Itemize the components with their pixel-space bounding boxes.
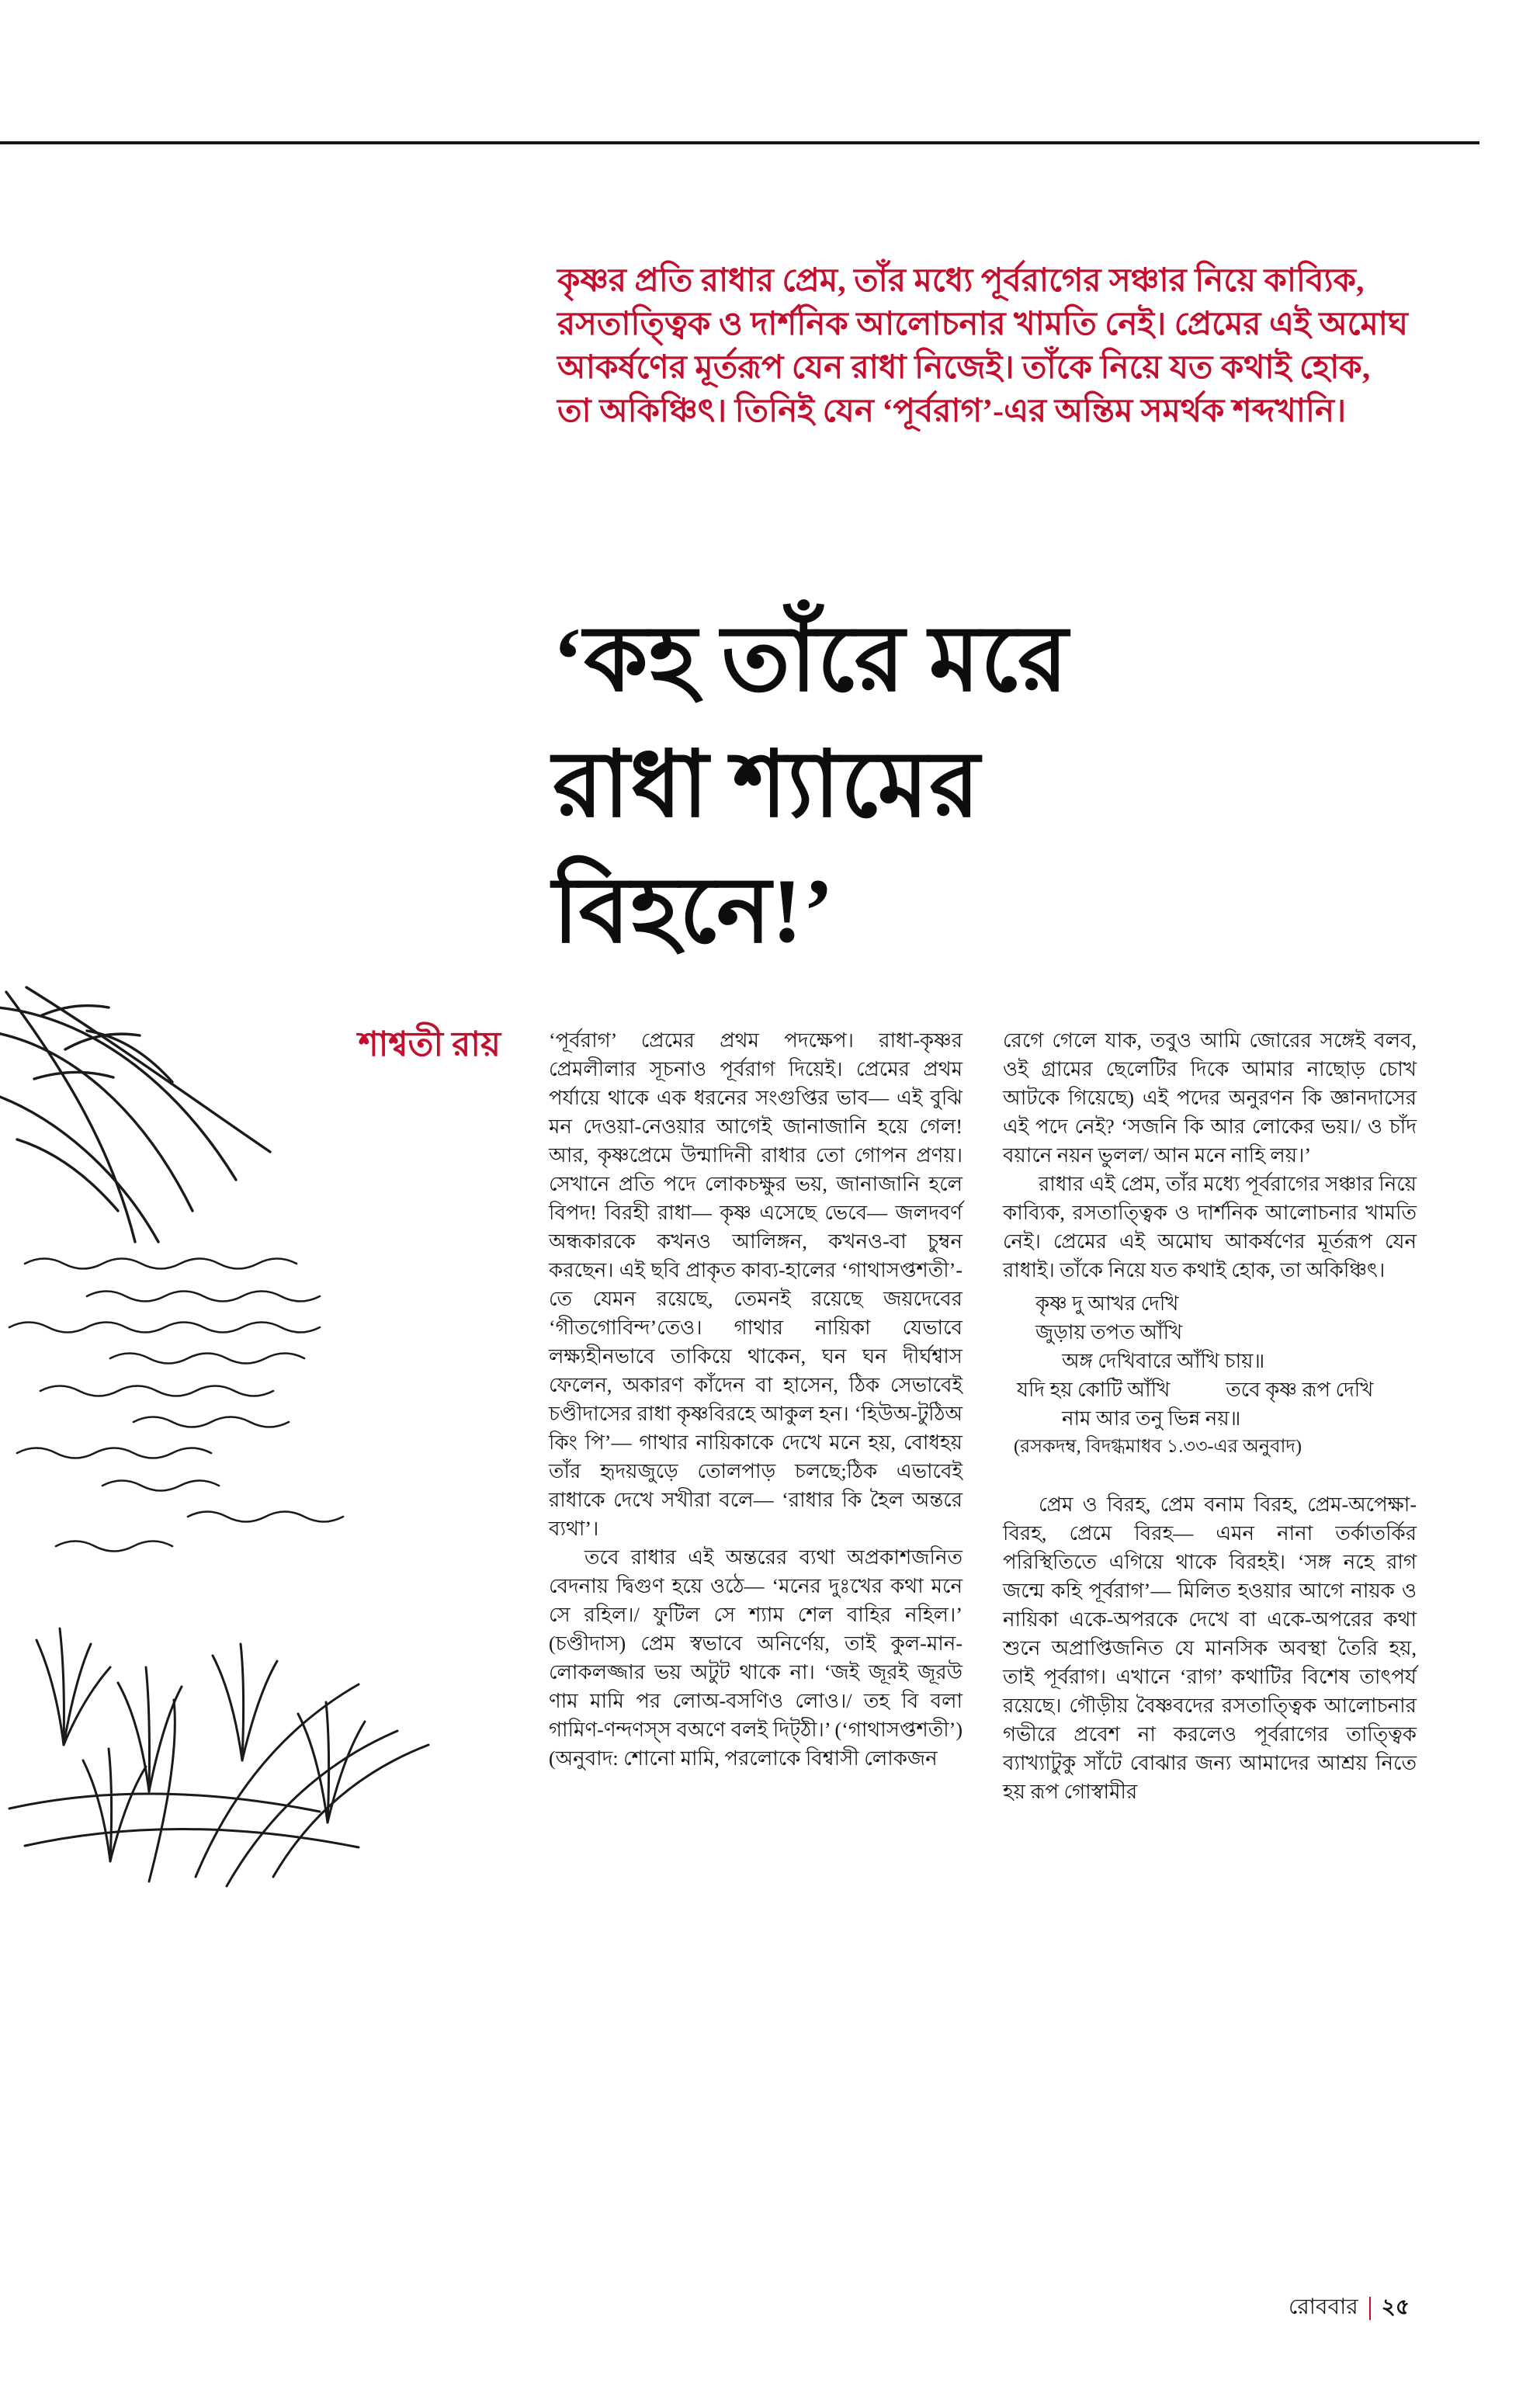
verse-line-4a: যদি হয় কোটি আঁখি bbox=[1017, 1379, 1171, 1401]
verse-line-5: নাম আর তনু ভিন্ন নয়॥ bbox=[1062, 1407, 1241, 1430]
top-rule-divider bbox=[0, 141, 1479, 144]
magazine-name: রোববার bbox=[1289, 2295, 1358, 2319]
marsh-reeds-illustration bbox=[0, 984, 506, 1908]
verse-line-1: কৃষ্ণ দু আখর দেখি bbox=[1035, 1292, 1179, 1315]
verse-line-3: অঙ্গ দেখিবারে আঁখি চায়॥ bbox=[1062, 1350, 1265, 1372]
col2-paragraph-3: প্রেম ও বিরহ, প্রেম বনাম বিরহ, প্রেম-অপেক্ষা-বিরহ, প্রেমে বিরহ— এমন নানা তর্কাতর্কির পরিস্থিতিতে এগিয়ে থাকে বিরহই। ‘সঙ্গ নহে রাগ জন্মে কহি পূর্বরাগ’— মিলিত হওয়ার আগে নায়ক ও নায়িকা একে-অপরকে দেখে বা একে-অপরের কথা শুনে অপ্রাপ্তিজনিত যে মানসিক অবস্থা তৈরি হয়, তাই পূর্বরাগ। এখানে ‘রাগ’ কথাটির বিশেষ তাৎপর্য রয়েছে। গৌড়ীয় বৈষ্ণবদের রসতাত্ত্বিক আলোচনার গভীরে প্রবেশ না করলেও পূর্বরাগের তাত্ত্বিক ব্যাখ্যাটুকু সাঁটে বোঝার জন্য আমাদের আশ্রয় নিতে হয় রূপ গোস্বামীর bbox=[1003, 1493, 1417, 1803]
verse-line-2: জুড়ায় তপত আঁখি bbox=[1035, 1321, 1183, 1344]
verse-block bbox=[1003, 1289, 1417, 1462]
verse-attribution: (রসকদম্ব, বিদগ্ধমাধব ১.৩৩-এর অনুবাদ) bbox=[1014, 1437, 1302, 1457]
col2-paragraph-1: রেগে গেলে যাক, তবুও আমি জোরের সঙ্গেই বলব, ওই গ্রামের ছেলেটির দিকে আমার নাছোড় চোখ আটকে গিয়েছে) এই পদের অনুরণন কি জ্ঞানদাসের এই পদে নেই? ‘সজনি কি আর লোকের ভয়।/ ও চাঁদ বয়ানে নয়ন ভুলল/ আন মনে নাহি লয়।’ bbox=[1003, 1029, 1417, 1167]
article-headline bbox=[553, 597, 1445, 974]
author-byline: শাশ্বতী রায় bbox=[358, 1025, 501, 1063]
page-number: ২৫ bbox=[1381, 2295, 1410, 2319]
reed-leaves-group bbox=[0, 987, 270, 1242]
page-footer bbox=[1289, 2290, 1410, 2326]
body-column-1 bbox=[549, 1026, 962, 1806]
footer-separator bbox=[1369, 2297, 1371, 2320]
headline-line-1: ‘কহ তাঁরে মরে bbox=[553, 609, 1069, 711]
headline-line-2: রাধা শ্যামের bbox=[553, 734, 981, 837]
verse-line-4b: তবে কৃষ্ণ রূপ দেখি bbox=[1226, 1379, 1374, 1401]
body-column-2 bbox=[1003, 1026, 1417, 1806]
grass-tufts-group bbox=[9, 1628, 428, 1886]
verse-line-4 bbox=[1017, 1375, 1417, 1404]
water-lines-group bbox=[9, 1259, 343, 1552]
col1-paragraph-1: ‘পূর্বরাগ’ প্রেমের প্রথম পদক্ষেপ। রাধা-কৃষ্ণর প্রেমলীলার সূচনাও পূর্বরাগ দিয়েই। প্রেমের প্রথম পর্যায়ে থাকে এক ধরনের সংগুপ্তির ভাব— এই বুঝি মন দেওয়া-নেওয়ার আগেই জানাজানি হয়ে গেল! আর, কৃষ্ণপ্রেমে উন্মাদিনী রাধার তো গোপন প্রণয়। সেখানে প্রতি পদে লোকচক্ষুর ভয়, জানাজানি হলে বিপদ! বিরহী রাধা— কৃষ্ণ এসেছে ভেবে— জলদবর্ণ অন্ধকারকে কখনও আলিঙ্গন, কখনও-বা চুম্বন করছেন। এই ছবি প্রাকৃত কাব্য-হালের ‘গাথাসপ্তশতী’-তে যেমন রয়েছে, তেমনই রয়েছে জয়দেবের ‘গীতগোবিন্দ’তেও। গাথার নায়িকা যেভাবে লক্ষ্যহীনভাবে তাকিয়ে থাকেন, ঘন ঘন দীর্ঘশ্বাস ফেলেন, অকারণ কাঁদেন বা হাসেন, ঠিক সেভাবেই চণ্ডীদাসের রাধা কৃষ্ণবিরহে আকুল হন। ‘হিউঅ-টুঠিঅ কিং পি’— গাথার নায়িকাকে দেখে মনে হয়, বোধহয় তাঁর হৃদয়জুড়ে তোলপাড় চলছে;ঠিক এভাবেই রাধাকে দেখে সখীরা বলে— ‘রাধার কি হৈল অন্তরে ব্যথা’। bbox=[549, 1029, 962, 1540]
headline-line-3: বিহনে!’ bbox=[553, 860, 834, 962]
col2-paragraph-2: রাধার এই প্রেম, তাঁর মধ্যে পূর্বরাগের সঞ্চার নিয়ে কাব্যিক, রসতাত্ত্বিক ও দার্শনিক আলোচনার খামতি নেই। প্রেমের এই অমোঘ আকর্ষণের মূর্তরূপ যেন রাধাই। তাঁকে নিয়ে যত কথাই হোক, তা অকিঞ্চিৎ। bbox=[1003, 1173, 1417, 1281]
article-body bbox=[549, 1026, 1417, 1806]
col1-paragraph-2: তবে রাধার এই অন্তরের ব্যথা অপ্রকাশজনিত বেদনায় দ্বিগুণ হয়ে ওঠে— ‘মনের দুঃখের কথা মনে সে রহিল।/ ফুটিল সে শ্যাম শেল বাহির নহিল।’ (চণ্ডীদাস) প্রেম স্বভাবে অনির্ণেয়, তাই কুল-মান-লোকলজ্জার ভয় অটুট থাকে না। ‘জই জূরই জূরউ ণাম মামি পর লোঅ-বসণিও লোও।/ তহ বি বলা গামিণ-ণন্দণস্স বঅণে বলই দিট্ঠী।’ (‘গাথাসপ্তশতী’) (অনুবাদ: শোনো মামি, পরলোকে বিশ্বাসী লোকজন bbox=[549, 1546, 962, 1770]
standfirst-paragraph: কৃষ্ণর প্রতি রাধার প্রেম, তাঁর মধ্যে পূর্বরাগের সঞ্চার নিয়ে কাব্যিক, রসতাত্ত্বিক ও দার্শনিক আলোচনার খামতি নেই। প্রেমের এই অমোঘ আকর্ষণের মূর্তরূপ যেন রাধা নিজেই। তাঁকে নিয়ে যত কথাই হোক, তা অকিঞ্চিৎ। তিনিই যেন ‘পূর্বরাগ’-এর অন্তিম সমর্থক শব্দখানি। bbox=[557, 263, 1408, 429]
